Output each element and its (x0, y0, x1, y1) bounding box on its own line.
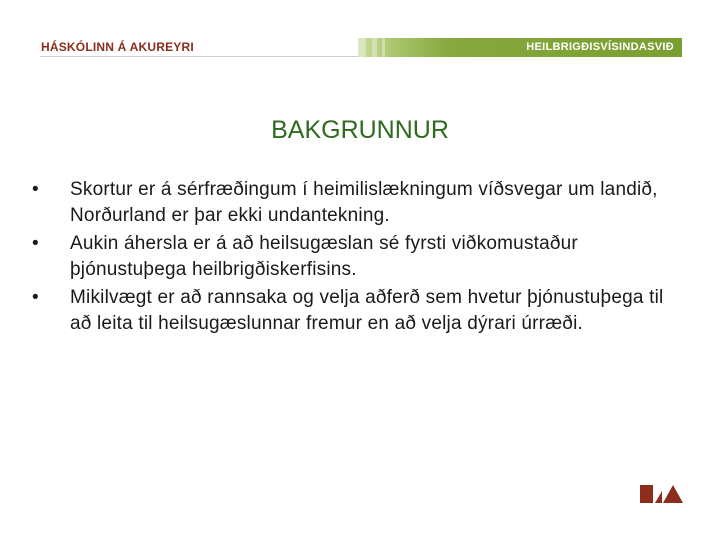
bullet-icon: • (32, 179, 39, 200)
bullet-list (28, 177, 688, 339)
bullet-icon: • (32, 287, 39, 308)
slide-title (0, 116, 720, 145)
department-name: HEILBRIGÐISVÍSINDASVIÐ (526, 41, 674, 53)
bullet-icon: • (32, 233, 39, 254)
bullet-text: Mikilvægt er að rannsaka og velja aðferð sem hvetur þjónustuþega til að leita til heilsugæslunnar fremur en að velja dýrari úrræði. (70, 287, 664, 334)
bullet-text: Aukin áhersla er á að heilsugæslan sé fyrsti viðkomustaður þjónustuþega heilbrigðiskerfisins. (70, 233, 578, 280)
header-divider (40, 56, 359, 57)
department-bar (358, 38, 682, 57)
university-logo-icon (640, 483, 684, 503)
university-name: HÁSKÓLINN Á AKUREYRI (41, 40, 194, 54)
bullet-text: Skortur er á sérfræðingum í heimilislækningum víðsvegar um landið, Norðurland er þar ekki undantekning. (70, 179, 658, 226)
list-item (28, 177, 688, 229)
list-item (28, 285, 688, 337)
slide-title-text: BAKGRUNNUR (271, 116, 449, 144)
list-item (28, 231, 688, 283)
